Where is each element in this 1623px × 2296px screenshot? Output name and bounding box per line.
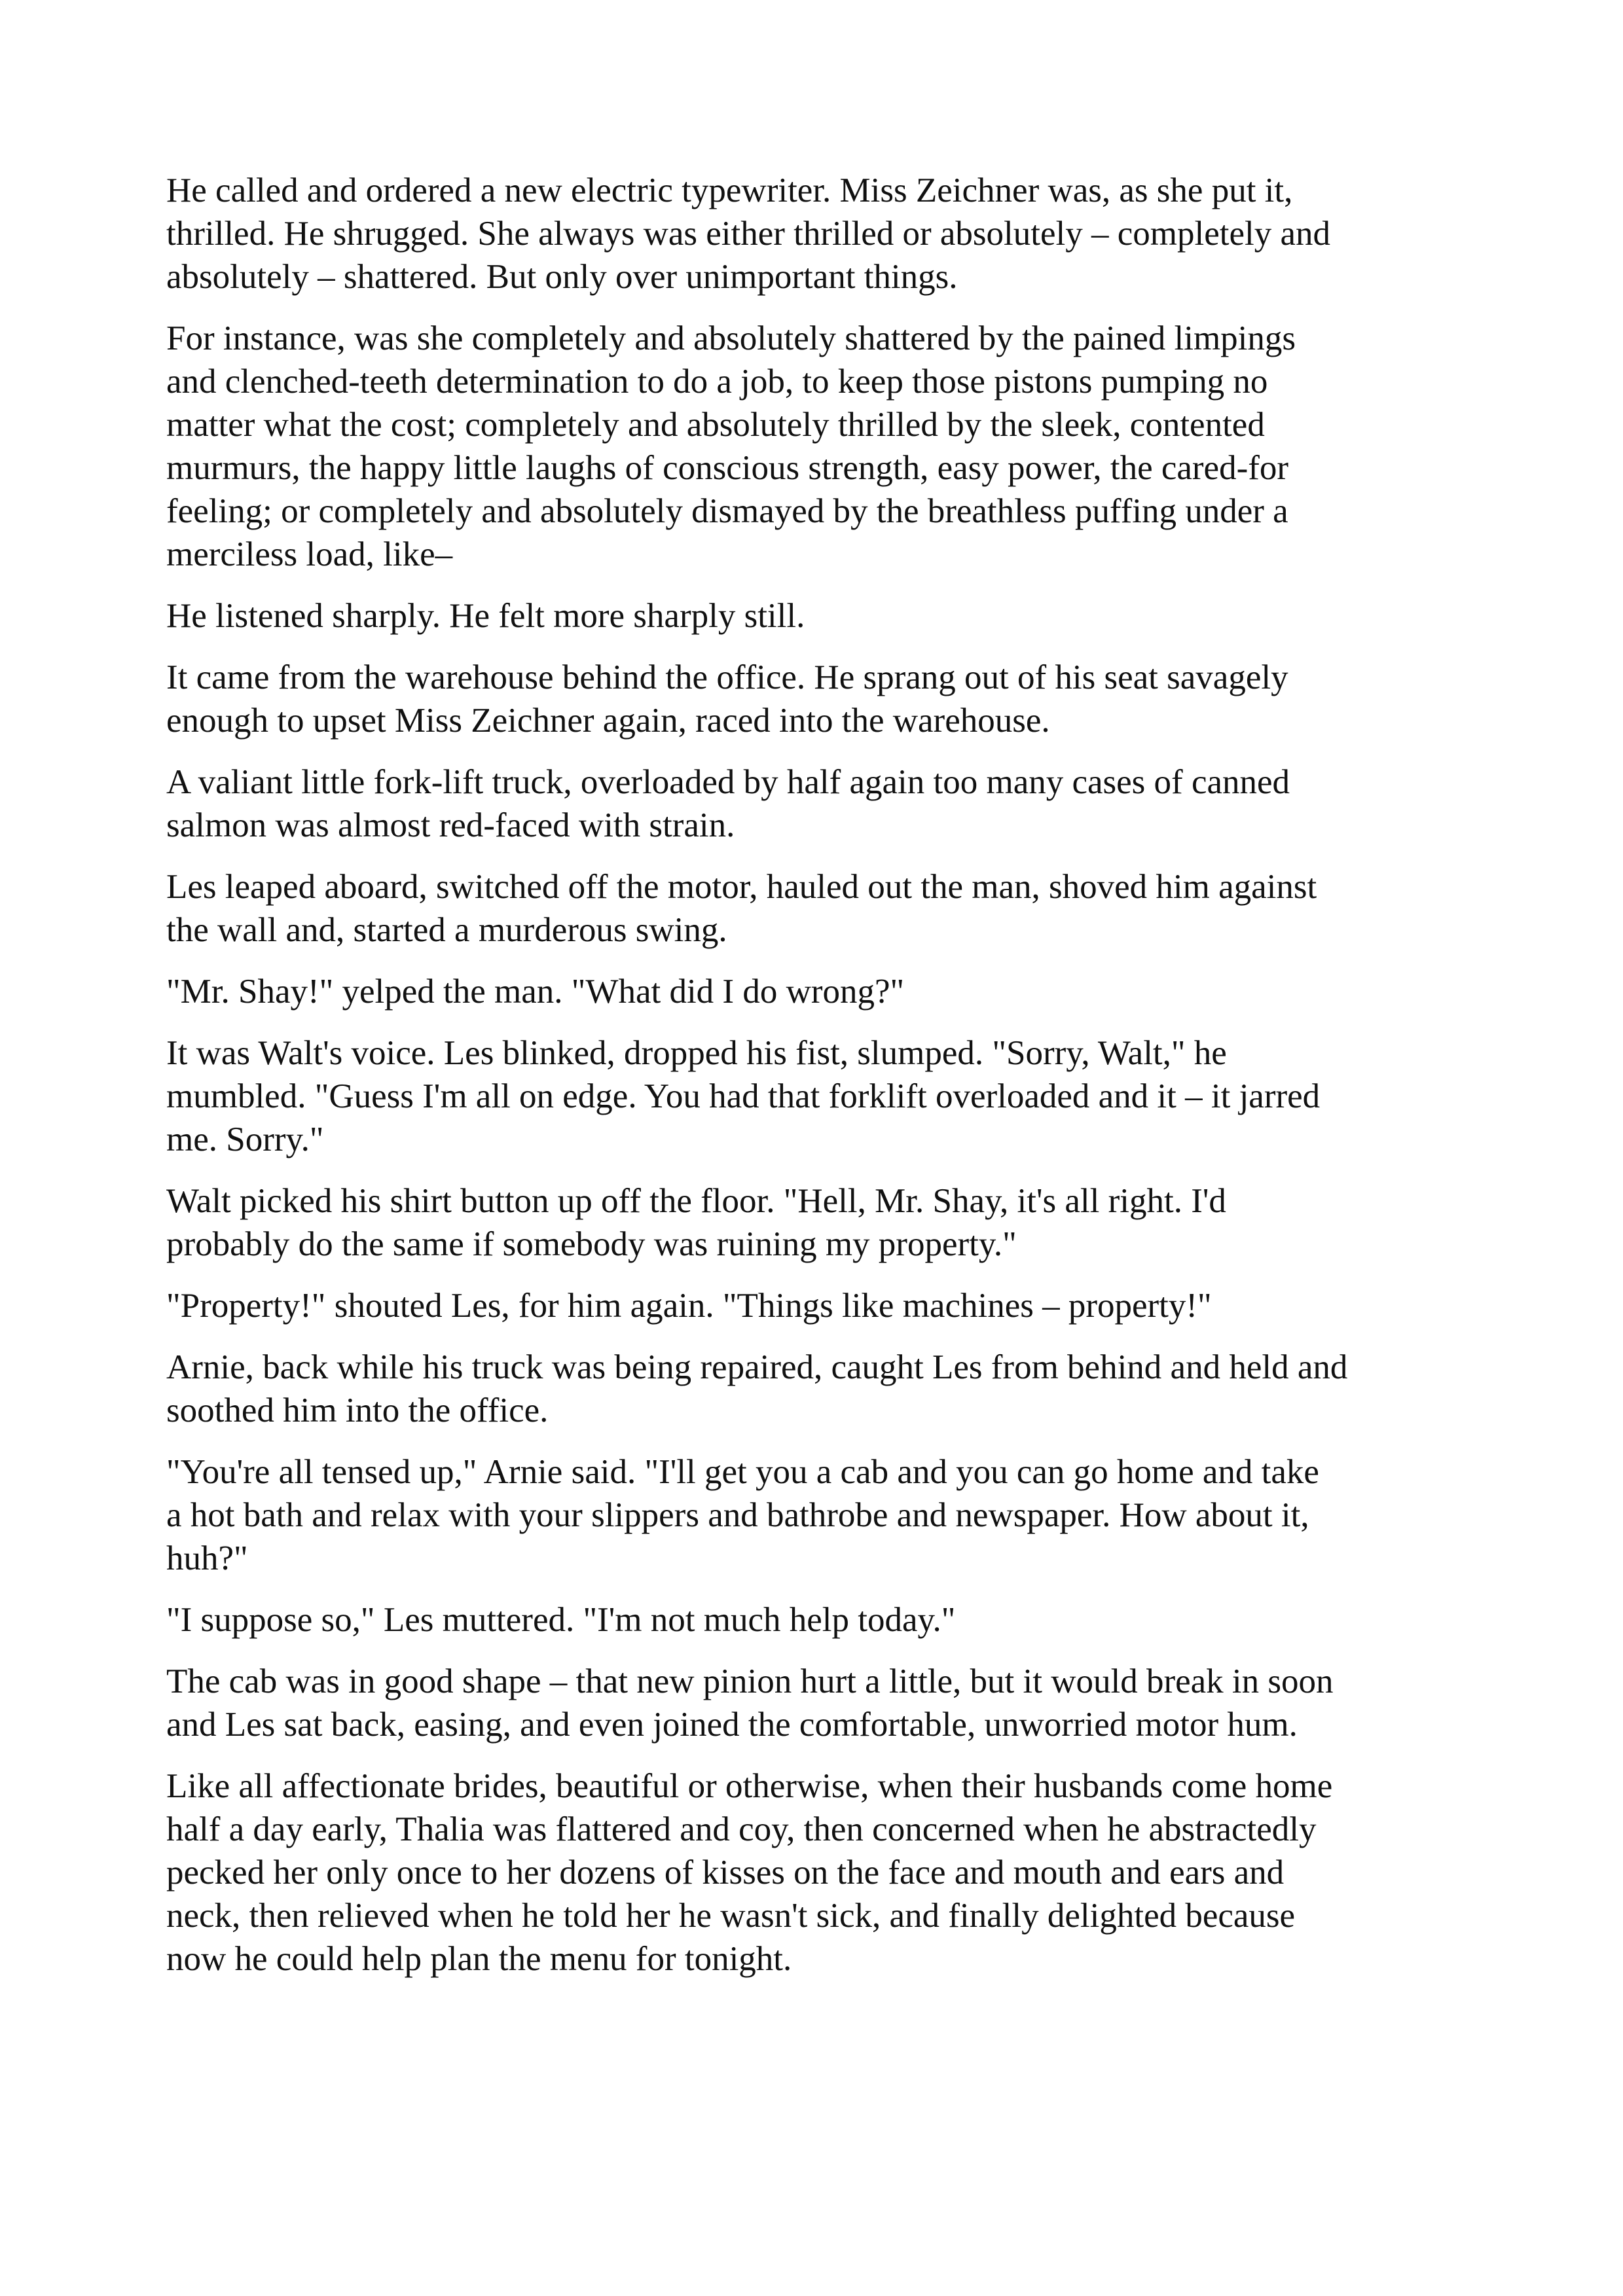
paragraph [166,317,1469,576]
text-line: Les leaped aboard, switched off the motor, hauled out the man, shoved him against [166,868,1317,906]
text-line: and Les sat back, easing, and even joined the comfortable, unworried motor hum. [166,1706,1298,1744]
text-line: probably do the same if somebody was ruining my property." [166,1225,1017,1263]
text-line: "Property!" shouted Les, for him again. "Things like machines – property!" [166,1287,1212,1325]
paragraph [166,761,1469,847]
text-line: pecked her only once to her dozens of kisses on the face and mouth and ears and [166,1854,1285,1892]
paragraph [166,1346,1469,1432]
text-line: Walt picked his shirt button up off the floor. "Hell, Mr. Shay, it's all right. I'd [166,1182,1226,1220]
text-line: merciless load, like– [166,535,453,573]
text-line: He listened sharply. He felt more sharply still. [166,597,805,635]
paragraph [166,1179,1469,1266]
text-line: enough to upset Miss Zeichner again, raced into the warehouse. [166,702,1050,740]
text-line: "I suppose so," Les muttered. "I'm not much help today." [166,1601,956,1639]
text-line: neck, then relieved when he told her he wasn't sick, and finally delighted because [166,1897,1296,1935]
text-line: "You're all tensed up," Arnie said. "I'll get you a cab and you can go home and take [166,1453,1319,1491]
text-line: matter what the cost; completely and absolutely thrilled by the sleek, contented [166,406,1265,444]
paragraph [166,169,1469,298]
paragraph [166,1031,1469,1161]
text-line: murmurs, the happy little laughs of conscious strength, easy power, the cared-for [166,449,1289,487]
text-line: He called and ordered a new electric typewriter. Miss Zeichner was, as she put it, [166,171,1293,209]
text-line: salmon was almost red-faced with strain. [166,806,735,844]
text-line: feeling; or completely and absolutely dismayed by the breathless puffing under a [166,492,1288,530]
text-line: now he could help plan the menu for tonight. [166,1940,792,1978]
text-line: absolutely – shattered. But only over unimportant things. [166,258,958,296]
text-line: A valiant little fork-lift truck, overloaded by half again too many cases of canned [166,763,1290,801]
text-line: huh?" [166,1539,248,1577]
paragraph [166,1284,1469,1327]
text-line: me. Sorry." [166,1121,324,1158]
paragraph [166,1660,1469,1746]
text-line: For instance, was she completely and absolutely shattered by the pained limpings [166,319,1296,357]
text-line: It came from the warehouse behind the office. He sprang out of his seat savagely [166,658,1288,696]
text-line: thrilled. He shrugged. She always was either thrilled or absolutely – completely and [166,215,1330,253]
text-line: and clenched-teeth determination to do a job, to keep those pistons pumping no [166,363,1268,401]
text-line: a hot bath and relax with your slippers and bathrobe and newspaper. How about it, [166,1496,1309,1534]
paragraph [166,970,1469,1013]
paragraph [166,865,1469,952]
paragraph [166,1598,1469,1641]
paragraph [166,594,1469,637]
paragraph [166,656,1469,742]
text-line: soothed him into the office. [166,1391,549,1429]
paragraph [166,1450,1469,1580]
text-line: Arnie, back while his truck was being repaired, caught Les from behind and held and [166,1348,1348,1386]
text-line: The cab was in good shape – that new pinion hurt a little, but it would break in soon [166,1662,1334,1700]
text-line: the wall and, started a murderous swing. [166,911,727,949]
text-line: It was Walt's voice. Les blinked, dropped his fist, slumped. "Sorry, Walt," he [166,1034,1227,1072]
document-page [166,169,1469,1999]
paragraph [166,1765,1469,1981]
text-line: mumbled. "Guess I'm all on edge. You had that forklift overloaded and it – it jarred [166,1077,1321,1115]
text-line: Like all affectionate brides, beautiful or otherwise, when their husbands come home [166,1767,1333,1805]
text-line: "Mr. Shay!" yelped the man. "What did I do wrong?" [166,973,905,1011]
text-line: half a day early, Thalia was flattered and coy, then concerned when he abstractedly [166,1810,1317,1848]
